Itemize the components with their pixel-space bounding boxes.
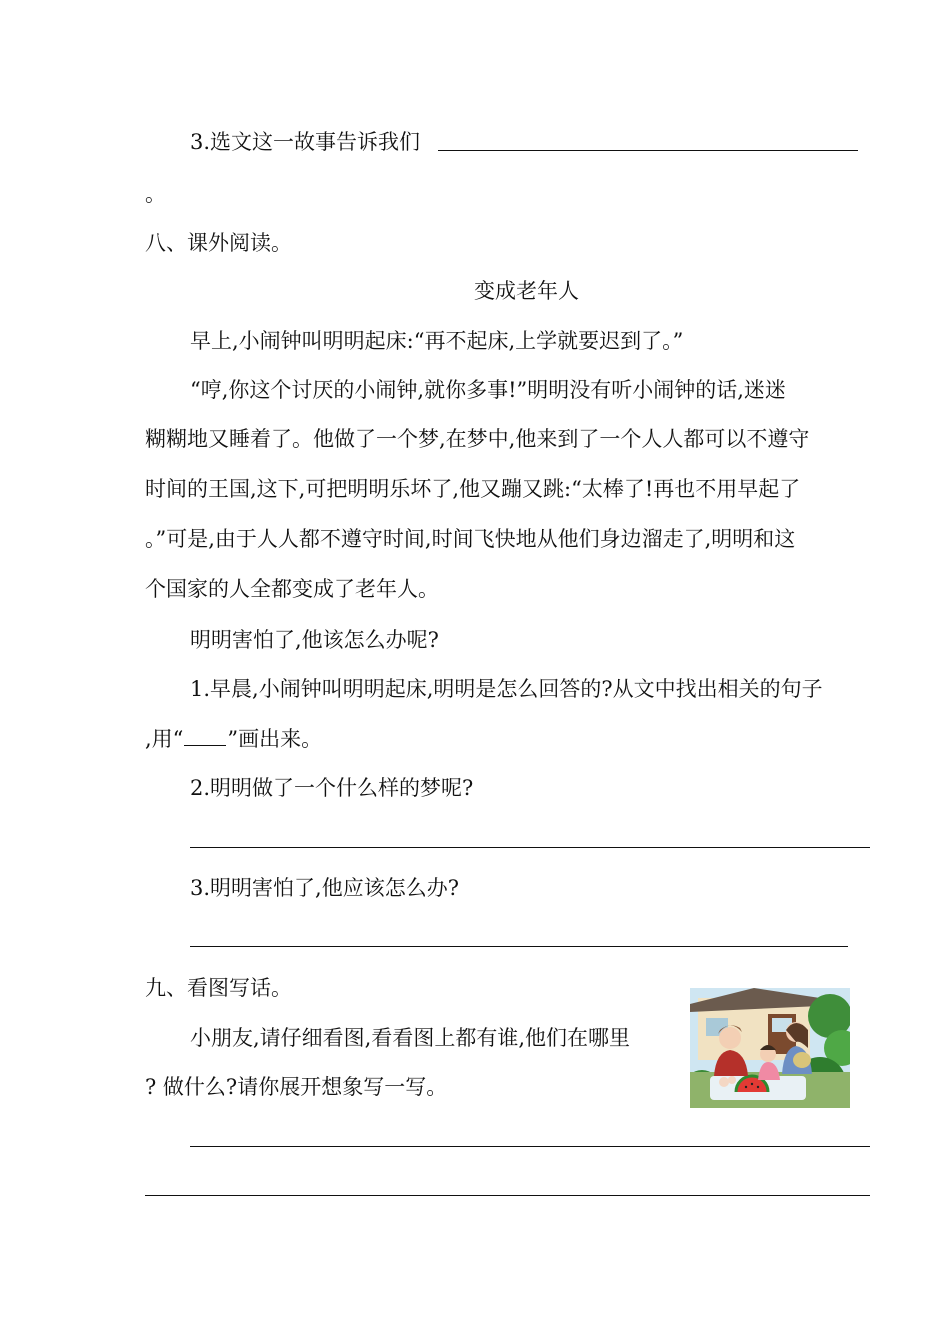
story-line: 个国家的人全都变成了老年人。 xyxy=(145,577,439,601)
q3-text: 3.明明害怕了,他应该怎么办? xyxy=(190,876,459,900)
q1-line-1: 1.早晨,小闹钟叫明明起床,明明是怎么回答的?从文中找出相关的句子 xyxy=(190,677,823,701)
q3-answer-line[interactable] xyxy=(190,946,848,947)
q1-line-2 xyxy=(145,725,322,753)
underline-sample xyxy=(184,727,226,746)
story-para-1: 早上,小闹钟叫明明起床:“再不起床,上学就要迟到了。” xyxy=(190,329,684,353)
story-line: 糊糊地又睡着了。他做了一个梦,在梦中,他来到了一个人人都可以不遵守 xyxy=(145,427,810,451)
story-line: 。”可是,由于人人都不遵守时间,时间飞快地从他们身边溜走了,明明和这 xyxy=(145,527,796,551)
q1-line-2-start: ,用“ xyxy=(145,727,184,751)
story-line: 时间的王国,这下,可把明明乐坏了,他又蹦又跳:“太棒了!再也不用早起了 xyxy=(145,477,801,501)
writing-line-2[interactable] xyxy=(145,1195,870,1196)
q1-line-2-end: ”画出来。 xyxy=(227,727,323,751)
q2-text: 2.明明做了一个什么样的梦呢? xyxy=(190,776,474,800)
prev-q3-text: 3.选文这一故事告诉我们 xyxy=(190,130,421,154)
section9-prompt-line-1: 小朋友,请仔细看图,看看图上都有谁,他们在哪里 xyxy=(190,1026,631,1050)
family-eating-watermelon-illustration xyxy=(690,988,850,1108)
prev-q3-answer-line[interactable] xyxy=(438,150,858,151)
story-title: 变成老年人 xyxy=(474,279,579,303)
section9-heading: 九、看图写话。 xyxy=(145,976,292,1000)
story-para-3: 明明害怕了,他该怎么办呢? xyxy=(190,628,439,652)
writing-line-1[interactable] xyxy=(190,1146,870,1147)
story-line: “哼,你这个讨厌的小闹钟,就你多事!”明明没有听小闹钟的话,迷迷 xyxy=(190,378,786,402)
prev-q3-end: 。 xyxy=(145,182,166,206)
section9-prompt-line-2: ? 做什么?请你展开想象写一写。 xyxy=(145,1075,448,1099)
q2-answer-line[interactable] xyxy=(190,847,870,848)
section8-heading: 八、课外阅读。 xyxy=(145,231,292,255)
